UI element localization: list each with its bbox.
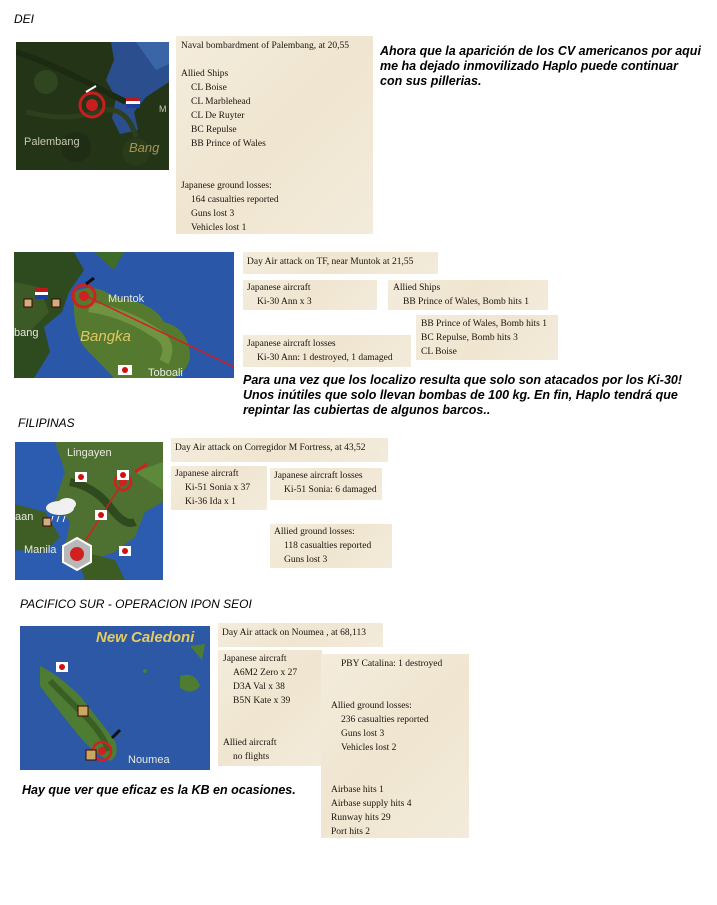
losses-box (321, 654, 469, 838)
jp-loss-row: Ki-30 Ann: 1 destroyed, 1 damaged (257, 353, 393, 363)
jp-losses-heading: Japanese aircraft losses (274, 471, 363, 481)
japanese-aircraft-box (243, 280, 377, 310)
allied-aircraft-row: no flights (233, 752, 270, 762)
report-title: Day Air attack on Corregidor M Fortress, at 43,52 (175, 443, 366, 453)
jp-aircraft-row: D3A Val x 38 (233, 682, 285, 692)
netherlands-flag-icon (126, 97, 140, 108)
map-bangka (14, 252, 234, 378)
jp-aircraft-heading: Japanese aircraft (223, 654, 287, 664)
report-title: Naval bombardment of Palembang, at 20,55 (181, 41, 350, 51)
report-title-box (218, 623, 383, 647)
map-title-new-caledonia: New Caledoni (96, 629, 195, 646)
ground-losses-heading: Allied ground losses: (274, 527, 355, 537)
map-label-edge: bang (14, 327, 39, 339)
allied-ships-heading: Allied Ships (393, 283, 441, 293)
fortress-hex-icon (63, 538, 91, 570)
jp-aircraft-row: Ki-36 Ida x 1 (185, 497, 236, 507)
netherlands-flag-icon (35, 288, 48, 299)
ship-hit-row: CL Boise (421, 347, 457, 357)
loss-row: 236 casualties reported (341, 715, 429, 725)
ground-losses-heading: Japanese ground losses: (181, 181, 272, 191)
section-title-dei: DEI (14, 12, 35, 26)
loss-row: Vehicles lost 2 (341, 743, 397, 753)
ship-row: CL Marblehead (191, 97, 251, 107)
jp-aircraft-heading: Japanese aircraft (175, 469, 239, 479)
commentary-line: Unos inútiles que solo llevan bombas de 100 kg. En fin, Haplo tendrá que (243, 388, 678, 402)
report-title: Day Air attack on TF, near Muntok at 21,55 (247, 257, 414, 267)
section-title-filipinas: FILIPINAS (18, 416, 75, 430)
map-label-manila: Manila (24, 544, 57, 556)
ship-row: CL De Ruyter (191, 111, 245, 121)
ship-row: BC Repulse (191, 125, 237, 135)
unit-icon (43, 518, 51, 526)
allied-ships-box (388, 280, 548, 310)
map-label-muntok: Muntok (108, 293, 145, 305)
loss-row: 164 casualties reported (191, 195, 279, 205)
section-title-pacifico: PACIFICO SUR - OPERACION IPON SEOI (20, 597, 252, 611)
jp-losses-heading: Japanese aircraft losses (247, 339, 336, 349)
aircraft-box (218, 650, 322, 766)
map-label-bangka: Bangka (80, 328, 131, 345)
report-title-box (171, 438, 388, 462)
japan-flag-icon (118, 365, 132, 375)
map-label-edge: aan (15, 511, 34, 523)
unit-icon (78, 706, 88, 716)
japanese-aircraft-box (171, 466, 267, 510)
commentary-line: con sus pillerias. (380, 74, 482, 88)
ship-hit-row: BB Prince of Wales, Bomb hits 1 (421, 319, 547, 329)
ship-row: BB Prince of Wales (191, 139, 266, 149)
ground-losses-heading: Allied ground losses: (331, 701, 412, 711)
jp-aircraft-row: Ki-51 Sonia x 37 (185, 483, 251, 493)
map-label-palembang: Palembang (24, 136, 80, 148)
ship-row: CL Boise (191, 83, 227, 93)
map-luzon (15, 442, 163, 580)
map-new-caledonia (20, 626, 210, 770)
loss-row: Guns lost 3 (284, 555, 328, 565)
ship-hit-row: BC Repulse, Bomb hits 3 (421, 333, 518, 343)
jp-aircraft-heading: Japanese aircraft (247, 283, 311, 293)
commentary-line: me ha dejado inmovilizado Haplo puede continuar (380, 59, 678, 73)
unit-icon (24, 299, 32, 307)
ground-losses-box (270, 524, 392, 568)
unit-icon (52, 299, 60, 307)
commentary-3: Hay que ver que eficaz es la KB en ocasiones. (22, 783, 296, 797)
loss-row: Guns lost 3 (191, 209, 235, 219)
map-label-noumea: Noumea (128, 754, 170, 766)
allied-aircraft-heading: Allied aircraft (223, 738, 277, 748)
jp-loss-row: Ki-51 Sonia: 6 damaged (284, 485, 377, 495)
japan-flag-icon (56, 662, 68, 672)
loss-row: Guns lost 3 (341, 729, 385, 739)
airbase-row: Port hits 2 (331, 827, 371, 837)
commentary-2 (243, 373, 682, 418)
loss-row: 118 casualties reported (284, 541, 372, 551)
allied-ship-row: BB Prince of Wales, Bomb hits 1 (403, 297, 529, 307)
commentary-line: Para una vez que los localizo resulta que solo son atacados por los Ki-30! (243, 373, 683, 387)
jp-aircraft-row: Ki-30 Ann x 3 (257, 297, 312, 307)
combat-report-palembang (176, 36, 373, 234)
ship-hits-box (416, 315, 558, 360)
commentary-line: Ahora que la aparición de los CV americanos por aqui (380, 44, 701, 58)
jp-aircraft-row: B5N Kate x 39 (233, 696, 291, 706)
airbase-row: Runway hits 29 (331, 813, 391, 823)
allied-ships-heading: Allied Ships (181, 69, 229, 79)
map-label-toboali: Toboali (148, 367, 183, 378)
jp-aircraft-row: A6M2 Zero x 27 (233, 668, 298, 678)
map-label-bang: Bang (129, 140, 160, 155)
loss-row: Vehicles lost 1 (191, 223, 247, 233)
commentary-1 (380, 44, 701, 89)
commentary-line: repintar las cubiertas de algunos barcos.. (243, 403, 491, 417)
map-label-lingayen: Lingayen (67, 447, 112, 459)
airbase-row: Airbase supply hits 4 (331, 799, 412, 809)
japanese-losses-box (270, 468, 382, 500)
airbase-row: Airbase hits 1 (331, 785, 384, 795)
japanese-losses-box (243, 335, 411, 367)
map-label-edge: M (159, 104, 167, 114)
map-palembang (16, 42, 169, 170)
report-title-box (243, 252, 438, 274)
report-title: Day Air attack on Noumea , at 68,113 (222, 628, 366, 638)
catalina-loss-row: PBY Catalina: 1 destroyed (341, 659, 443, 669)
unit-icon (86, 750, 96, 760)
